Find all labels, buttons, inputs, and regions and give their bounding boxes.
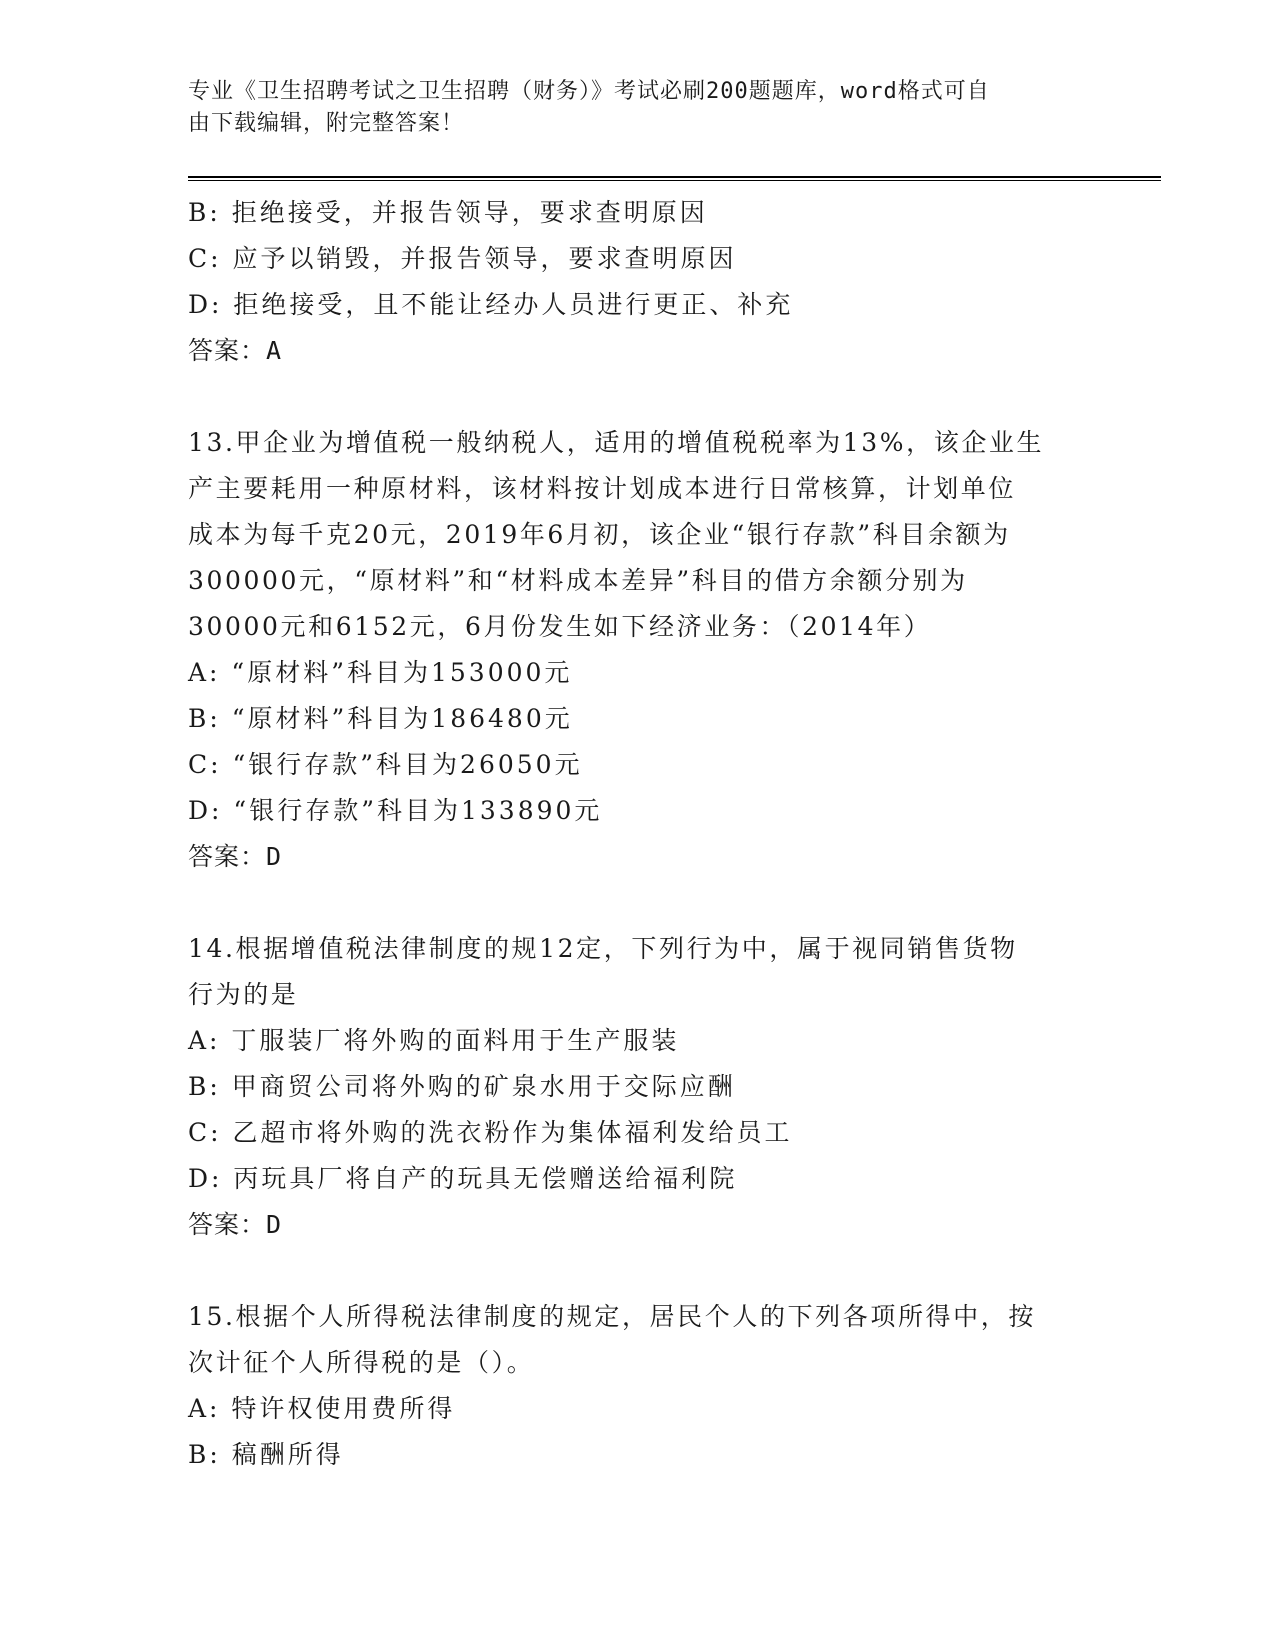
stem-line: 行为的是 <box>188 980 299 1009</box>
question-12 <box>188 190 1088 374</box>
option-b: B: 稿酬所得 <box>188 1440 344 1469</box>
question-15 <box>188 1294 1088 1478</box>
stem-line: 成本为每千克20元，2019年6月初，该企业“银行存款”科目余额为 <box>188 520 1011 549</box>
document-header <box>188 76 1088 140</box>
stem-line: 产主要耗用一种原材料，该材料按计划成本进行日常核算，计划单位 <box>188 474 1017 503</box>
stem-line: 30000元和6152元，6月份发生如下经济业务：（2014年） <box>188 612 932 641</box>
option-a: A: 丁服装厂将外购的面料用于生产服装 <box>188 1026 680 1055</box>
header-divider <box>188 176 1161 181</box>
stem-line: 14.根据增值税法律制度的规12定，下列行为中，属于视同销售货物 <box>188 934 1018 963</box>
stem-line: 15.根据个人所得税法律制度的规定，居民个人的下列各项所得中，按 <box>188 1302 1036 1331</box>
question-13 <box>188 420 1088 880</box>
option-a: A: “原材料”科目为153000元 <box>188 658 573 687</box>
stem-line: 300000元，“原材料”和“材料成本差异”科目的借方余额分别为 <box>188 566 968 595</box>
option-c: C: 乙超市将外购的洗衣粉作为集体福利发给员工 <box>188 1118 793 1147</box>
spacer <box>188 374 1088 420</box>
option-c: C: “银行存款”科目为26050元 <box>188 750 583 779</box>
answer-label: 答案：D <box>188 842 283 871</box>
header-line-1: 专业《卫生招聘考试之卫生招聘（财务）》考试必刷200题题库，word格式可自 <box>188 79 990 104</box>
document-body <box>188 190 1088 1478</box>
answer-label: 答案：A <box>188 336 283 365</box>
option-a: A: 特许权使用费所得 <box>188 1394 456 1423</box>
option-c: C: 应予以销毁，并报告领导，要求查明原因 <box>188 244 737 273</box>
option-d: D: 丙玩具厂将自产的玩具无偿赠送给福利院 <box>188 1164 738 1193</box>
spacer <box>188 880 1088 926</box>
option-d: D: “银行存款”科目为133890元 <box>188 796 603 825</box>
question-stem <box>188 1294 1088 1386</box>
option-b: B: 甲商贸公司将外购的矿泉水用于交际应酬 <box>188 1072 736 1101</box>
spacer <box>188 1248 1088 1294</box>
question-stem <box>188 420 1088 650</box>
stem-line: 次计征个人所得税的是（）。 <box>188 1348 535 1377</box>
answer-label: 答案：D <box>188 1210 283 1239</box>
option-b: B: “原材料”科目为186480元 <box>188 704 573 733</box>
option-d: D: 拒绝接受，且不能让经办人员进行更正、补充 <box>188 290 794 319</box>
option-b: B: 拒绝接受，并报告领导，要求查明原因 <box>188 198 708 227</box>
question-14 <box>188 926 1088 1248</box>
stem-line: 13.甲企业为增值税一般纳税人，适用的增值税税率为13%，该企业生 <box>188 428 1045 457</box>
question-stem <box>188 926 1088 1018</box>
header-line-2: 由下载编辑，附完整答案！ <box>188 111 465 136</box>
